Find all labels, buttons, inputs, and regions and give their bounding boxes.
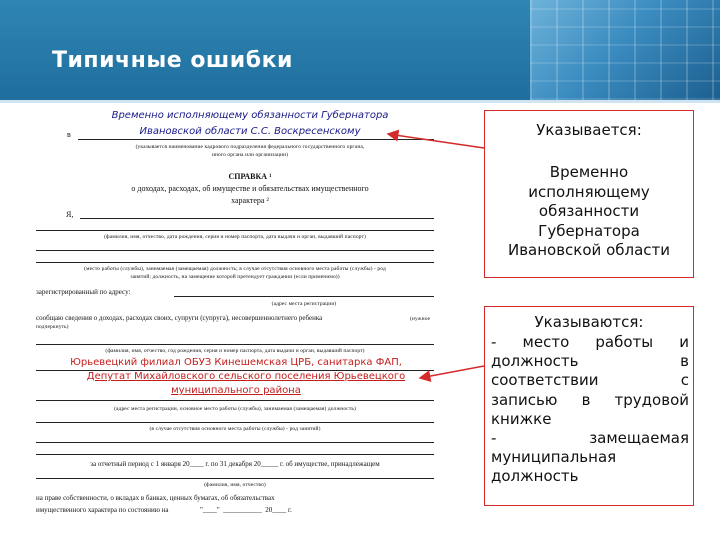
- hint-address: (адрес места регистрации): [271, 301, 337, 307]
- callout-position: [484, 306, 694, 506]
- address-line: [174, 296, 434, 297]
- callout-addressee-line: обязанности: [538, 202, 640, 220]
- handwritten-addressee-line-2: Ивановской области С.С. Воскресенскому: [139, 126, 361, 137]
- header-divider: [0, 100, 720, 103]
- extra-line-1: [36, 442, 434, 443]
- property-line-2: имущественного характера по состоянию на "____" ___________ 20____ г.: [36, 506, 292, 514]
- handwritten-work-line-1: Юрьевецкий филиал ОБУЗ Кинешемская ЦРБ, санитарка ФАП,: [70, 357, 402, 368]
- callout-position-line: должность: [491, 467, 579, 486]
- callout-addressee-line: Временно: [549, 163, 629, 181]
- work-line-2: [36, 262, 434, 263]
- certificate-document: [0, 104, 460, 540]
- callout-addressee-heading: Указывается:: [536, 121, 642, 139]
- document-subheading-1: о доходах, расходах, об имуществе и обязательствах имущественного: [131, 184, 369, 193]
- callout-addressee-text: [485, 163, 693, 261]
- person-line-2: [36, 230, 434, 231]
- callout-position-line: книжке: [491, 409, 552, 428]
- handwritten-work-line-2: Депутат Михайловского сельского поселения Юрьевецкого: [86, 371, 406, 382]
- slide-header: [0, 0, 720, 100]
- slide-title: Типичные ошибки: [52, 48, 293, 73]
- family-line: [36, 344, 434, 345]
- extra-line-2: [36, 454, 434, 455]
- handwritten-work-line-3: муниципального района: [171, 385, 301, 396]
- callout-addressee: [484, 110, 694, 278]
- callout-position-line: должность в: [491, 352, 689, 371]
- prefix-v: в: [67, 130, 71, 139]
- hw-line-2: [36, 400, 434, 401]
- callout-position-line: - замещаемая: [491, 428, 689, 447]
- name-line: [36, 478, 434, 479]
- hint-work-1: (место работы (службы), занимаемая (замещаемая) должность; в случае отсутствия основного места работы (службы) - род: [84, 266, 386, 272]
- no-work-line: [36, 422, 434, 423]
- callout-position-line: муниципальная: [491, 448, 617, 467]
- document-heading: СПРАВКА ¹: [228, 172, 272, 181]
- work-line-1: [36, 250, 434, 251]
- hint-addressee-2: иного органа или организации): [211, 152, 289, 158]
- callout-addressee-line: исполняющему: [528, 182, 650, 201]
- callout-addressee-line: Губернатора: [538, 221, 640, 240]
- address-label: зарегистрированный по адресу:: [36, 288, 131, 296]
- ya-label: Я,: [66, 210, 74, 219]
- property-line-1: на праве собственности, о вкладах в банках, ценных бумагах, об обязательствах: [36, 494, 275, 502]
- hint-name: (фамилия, имя, отчество): [204, 482, 266, 488]
- addressee-line: [78, 139, 434, 140]
- callout-addressee-line: Ивановской области: [507, 241, 671, 259]
- building-image: [530, 0, 720, 100]
- callout-position-heading: Указываются:: [534, 313, 644, 331]
- period-line: за отчетный период с 1 января 20____ г. по 31 декабря 20_____ г. об имуществе, принадлежащем: [90, 460, 380, 468]
- hint-work-2: занятий; должность, на замещение которой претендует гражданин (если применимо)): [130, 274, 340, 280]
- report-hint-inline: (нужное: [410, 316, 431, 322]
- callout-position-line: записью в трудовой: [491, 390, 689, 409]
- report-hint-next: подчеркнуть): [36, 324, 69, 330]
- hint-addressee-1: (указывается наименование кадрового подразделения федерального государственного органа,: [135, 144, 365, 150]
- hint-work-place: (адрес места регистрации, основное место работы (службы), занимаемая (замещаемая) должность): [114, 406, 356, 412]
- callout-position-line: соответствии с: [491, 371, 689, 390]
- report-line-1: сообщаю сведения о доходах, расходах своих, супруги (супруга), несовершеннолетнего ребенка: [36, 314, 323, 322]
- hint-person: (фамилия, имя, отчество, дата рождения, серия и номер паспорта, дата выдачи и орган, выдавший паспорт): [104, 234, 366, 240]
- hint-no-work: (в случае отсутствия основного места работы (службы) - род занятий): [149, 426, 321, 432]
- callout-position-line: - место работы и: [491, 333, 689, 351]
- handwritten-addressee-line-1: Временно исполняющему обязанности Губернатора: [111, 110, 389, 121]
- document-subheading-2: характера ²: [231, 196, 269, 205]
- hint-family: (фамилия, имя, отчество, год рождения, серия и номер паспорта, дата выдачи и орган, выдавший паспорт): [105, 348, 365, 354]
- callout-position-text: [491, 333, 689, 487]
- person-line-1: [80, 218, 434, 219]
